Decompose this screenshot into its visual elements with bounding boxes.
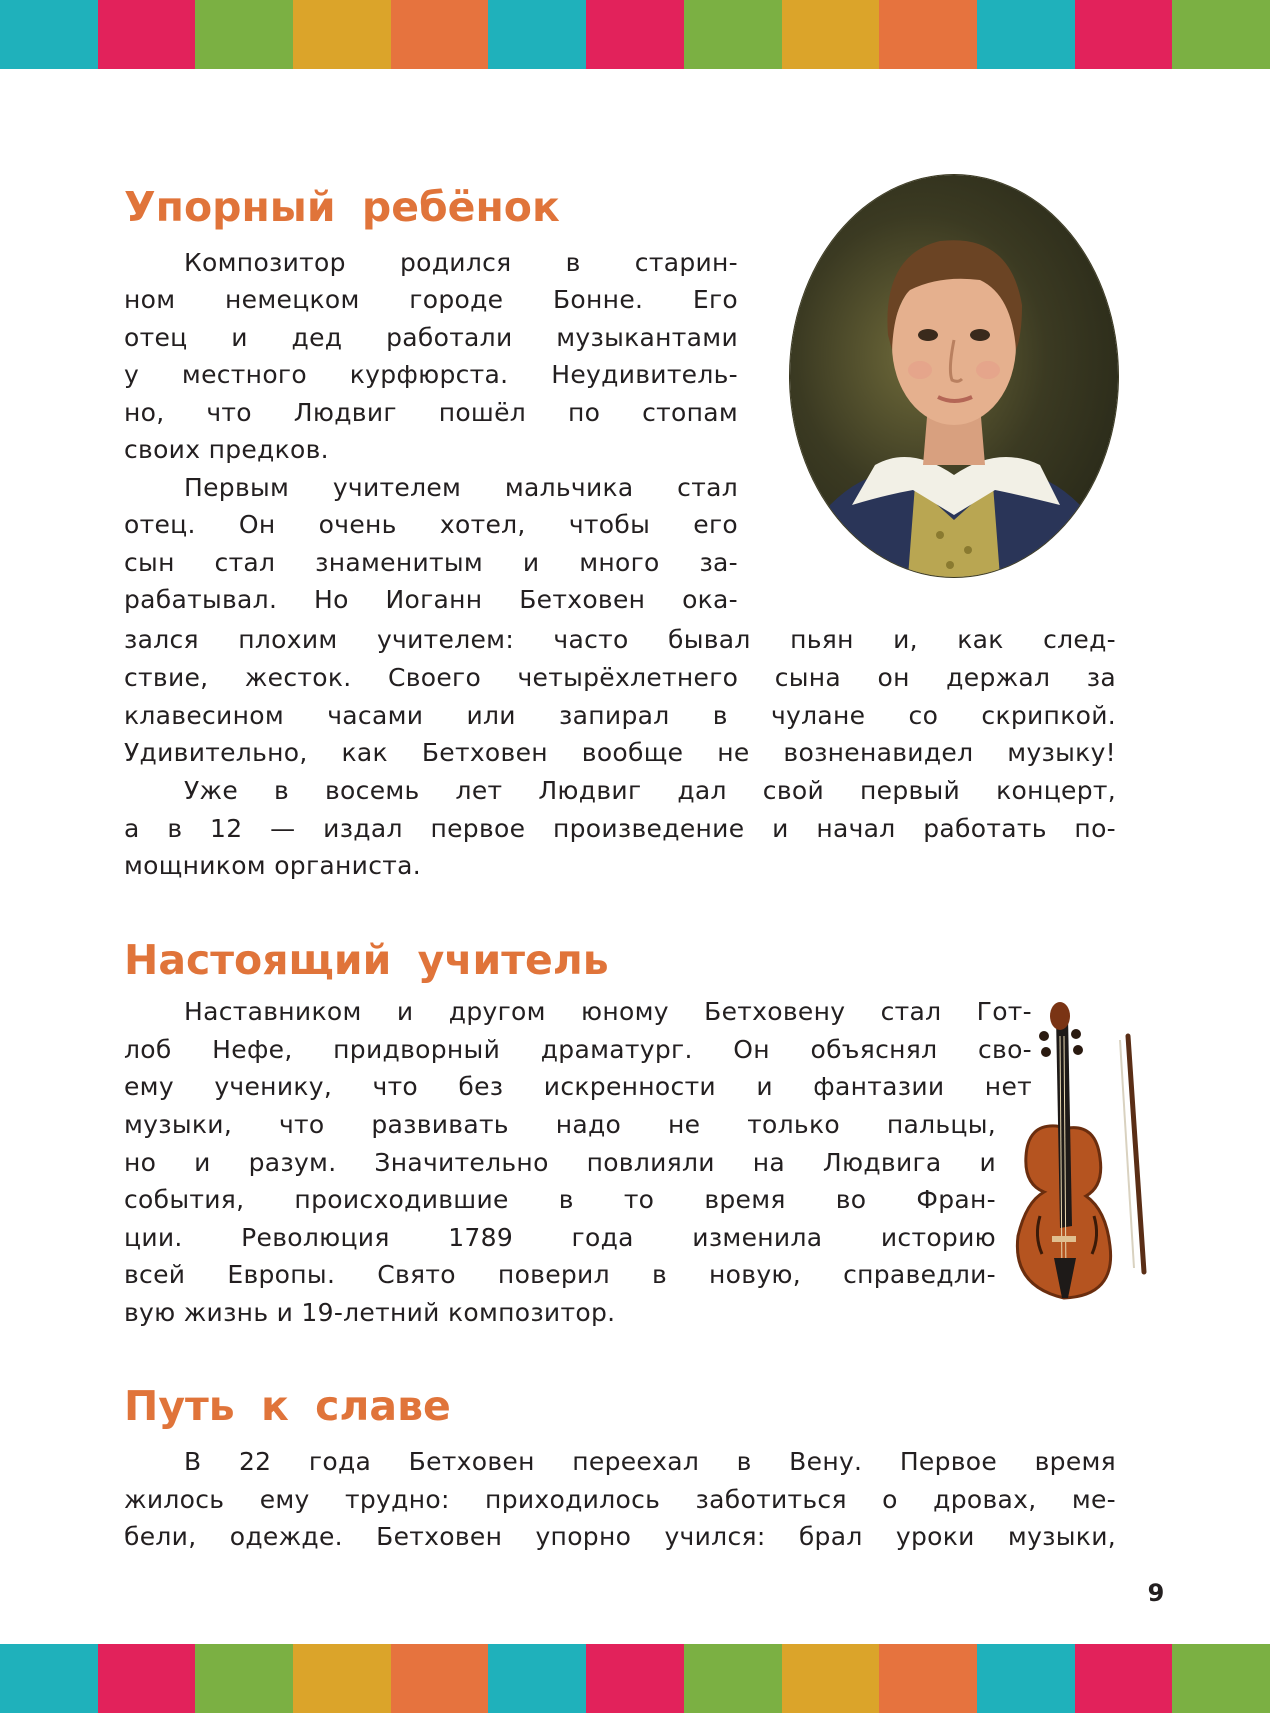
text-line: рабатывал. Но Иоганн Бетховен ока- [124, 585, 738, 614]
text-line: но, что Людвиг пошёл по стопам [124, 398, 738, 427]
section-title-real-teacher: Настоящий учитель [124, 936, 609, 984]
text-line: а в 12 — издал первое произведение и начал работать по- [124, 814, 1116, 843]
stripe-segment [684, 0, 782, 69]
text-line: лоб Нефе, придворный драматург. Он объяснял сво- [124, 1035, 1032, 1064]
text-line: музыки, что развивать надо не только пальцы, [124, 1110, 996, 1139]
boy-portrait-image [790, 175, 1118, 577]
text-line: жилось ему трудно: приходилось заботиться о дровах, ме- [124, 1485, 1116, 1514]
text-line: отец. Он очень хотел, чтобы его [124, 510, 738, 539]
text-line: ном немецком городе Бонне. Его [124, 285, 738, 314]
stripe-segment [488, 1644, 586, 1713]
boy-portrait-icon [790, 175, 1118, 577]
stripe-segment [586, 0, 684, 69]
text-line: бели, одежде. Бетховен упорно учился: брал уроки музыки, [124, 1522, 1116, 1551]
text-line: зался плохим учителем: часто бывал пьян и, как след- [124, 625, 1116, 654]
stripe-segment [195, 0, 293, 69]
stripe-segment [782, 1644, 880, 1713]
stripe-segment [684, 1644, 782, 1713]
text-line: Композитор родился в старин- [184, 248, 738, 277]
text-line: всей Европы. Свято поверил в новую, справедли- [124, 1260, 996, 1289]
text-line: Первым учителем мальчика стал [184, 473, 738, 502]
text-line: у местного курфюрста. Неудивитель- [124, 360, 738, 389]
text-line: своих предков. [124, 435, 329, 464]
text-line: сын стал знаменитым и много за- [124, 548, 738, 577]
stripe-segment [1172, 1644, 1270, 1713]
stripe-segment [0, 0, 98, 69]
violin-icon [968, 996, 1154, 1316]
stripe-segment [1075, 1644, 1173, 1713]
stripe-segment [879, 1644, 977, 1713]
text-line: Наставником и другом юному Бетховену стал Гот- [184, 997, 1032, 1026]
stripe-segment [98, 1644, 196, 1713]
stripe-segment [977, 0, 1075, 69]
stripe-segment [391, 0, 489, 69]
text-line: В 22 года Бетховен переехал в Вену. Первое время [184, 1447, 1116, 1476]
section-title-path-to-fame: Путь к славе [124, 1382, 451, 1430]
text-line: но и разум. Значительно повлияли на Людвига и [124, 1148, 996, 1177]
text-line: Удивительно, как Бетховен вообще не возненавидел музыку! [124, 738, 1116, 767]
text-line: события, происходившие в то время во Фран- [124, 1185, 996, 1214]
text-line: вую жизнь и 19-летний композитор. [124, 1298, 616, 1327]
stripe-segment [586, 1644, 684, 1713]
stripe-segment [488, 0, 586, 69]
text-line: Уже в восемь лет Людвиг дал свой первый концерт, [184, 776, 1116, 805]
stripe-segment [98, 0, 196, 69]
stripe-segment [879, 0, 977, 69]
text-line: мощником органиста. [124, 851, 421, 880]
stripe-segment [782, 0, 880, 69]
text-line: отец и дед работали музыкантами [124, 323, 738, 352]
stripe-segment [1172, 0, 1270, 69]
bottom-color-stripe [0, 1644, 1270, 1713]
text-line: клавесином часами или запирал в чулане со скрипкой. [124, 701, 1116, 730]
stripe-segment [977, 1644, 1075, 1713]
text-line: ции. Революция 1789 года изменила историю [124, 1223, 996, 1252]
stripe-segment [391, 1644, 489, 1713]
section-title-stubborn-child: Упорный ребёнок [124, 183, 560, 231]
stripe-segment [195, 1644, 293, 1713]
page-number: 9 [1147, 1579, 1165, 1607]
text-line: ствие, жесток. Своего четырёхлетнего сына он держал за [124, 663, 1116, 692]
top-color-stripe [0, 0, 1270, 69]
text-line: ему ученику, что без искренности и фантазии нет [124, 1072, 1032, 1101]
stripe-segment [293, 0, 391, 69]
stripe-segment [293, 1644, 391, 1713]
stripe-segment [0, 1644, 98, 1713]
stripe-segment [1075, 0, 1173, 69]
